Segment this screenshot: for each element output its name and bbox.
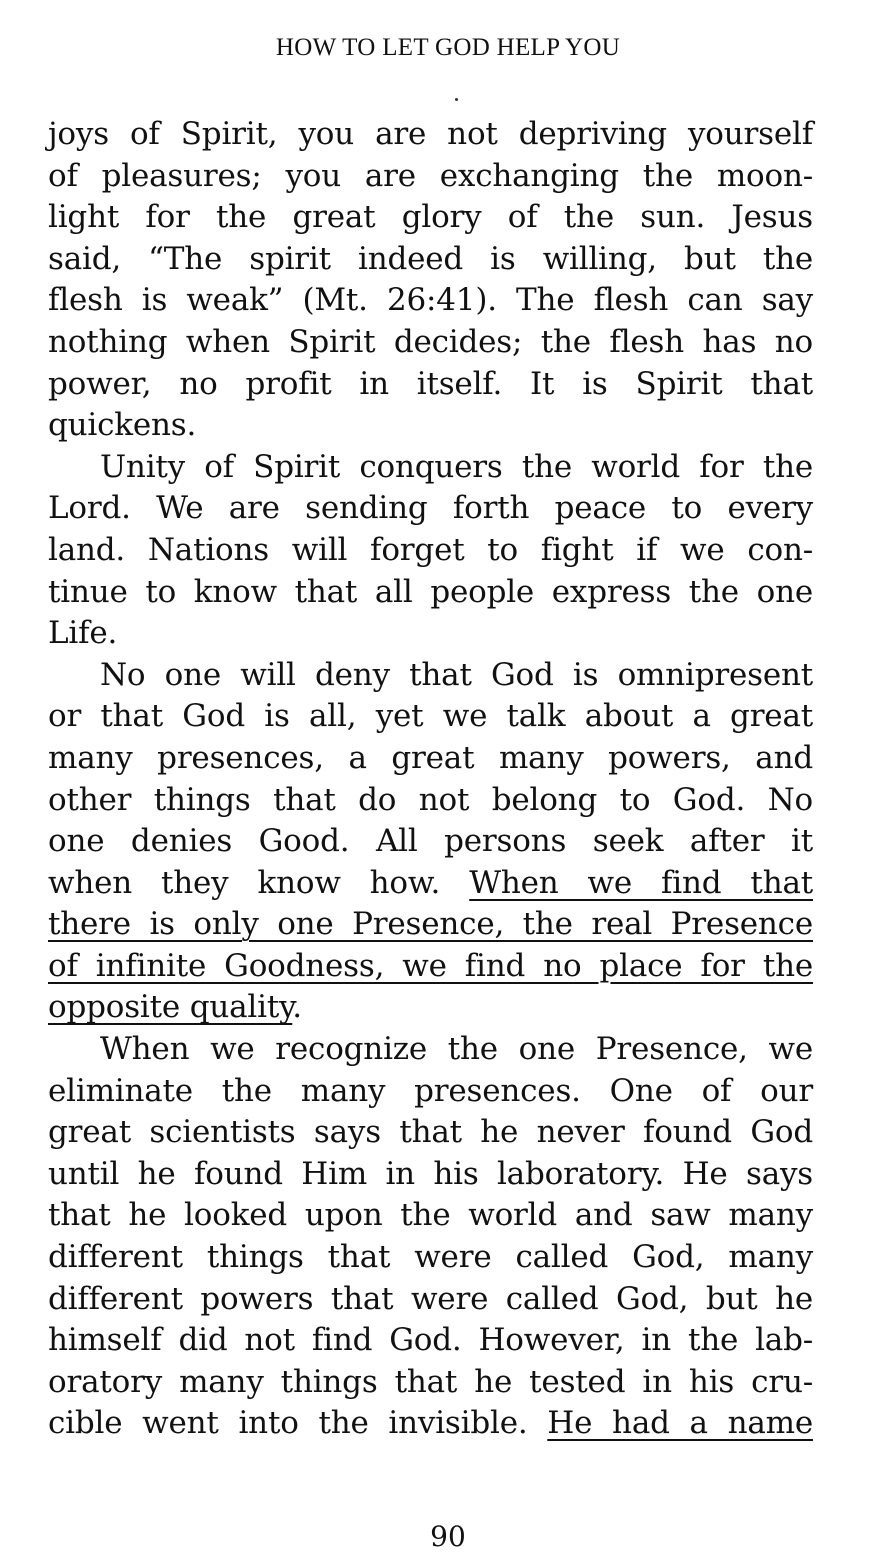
text-line (48, 1403, 813, 1445)
text-line: oratory many things that he tested in his cru- (48, 1363, 813, 1400)
text-line: light for the great glory of the sun. Jesus (48, 199, 813, 236)
running-head: HOW TO LET GOD HELP YOU (275, 34, 621, 61)
underlined-text: When we find that (469, 864, 813, 901)
text-line: quickens. (48, 407, 197, 444)
text-line: nothing when Spirit decides; the flesh has no (48, 323, 813, 360)
text-line (48, 904, 813, 946)
text-line: tinue to know that all people express the one (48, 573, 813, 610)
underlined-text: of infinite Goodness, we find no place for the (48, 947, 813, 984)
scan-speck (455, 98, 458, 101)
body-text (48, 114, 813, 1445)
underlined-text: He had a name (547, 1405, 813, 1442)
text-line: different powers that were called God, but he (48, 1280, 813, 1317)
text-line: one denies Good. All persons seek after it (48, 823, 813, 860)
text-line: Lord. We are sending forth peace to every (48, 490, 813, 527)
text-line: or that God is all, yet we talk about a great (48, 698, 813, 735)
text-line: Life. (48, 615, 118, 652)
text-line: Unity of Spirit conquers the world for the (100, 448, 813, 485)
text-line: eliminate the many presences. One of our (48, 1072, 813, 1109)
text-fragment: . (292, 989, 302, 1026)
text-line (48, 946, 813, 988)
text-line (48, 987, 813, 1029)
text-fragment: cible went into the invisible. (48, 1405, 548, 1442)
text-line: flesh is weak” (Mt. 26:41). The flesh can say (48, 282, 813, 319)
text-line: of pleasures; you are exchanging the moon- (48, 157, 813, 194)
text-line: When we recognize the one Presence, we (100, 1031, 813, 1068)
text-line: land. Nations will forget to fight if we con- (48, 531, 813, 568)
text-line: different things that were called God, many (48, 1239, 813, 1276)
text-line: many presences, a great many powers, and (48, 739, 813, 776)
text-line: No one will deny that God is omnipresent (100, 656, 813, 693)
text-line: himself did not find God. However, in the lab- (48, 1322, 813, 1359)
underlined-text: there is only one Presence, the real Presence (48, 906, 813, 943)
text-line: great scientists says that he never found God (48, 1114, 813, 1151)
underlined-text: opposite quality (48, 989, 293, 1026)
text-line: power, no profit in itself. It is Spirit that (48, 365, 813, 402)
text-line: until he found Him in his laboratory. He says (48, 1155, 813, 1192)
text-line: that he looked upon the world and saw many (48, 1197, 813, 1234)
text-line: said, “The spirit indeed is willing, but the (48, 240, 813, 277)
text-fragment: when they know how. (48, 864, 470, 901)
text-line: joys of Spirit, you are not depriving yourself (48, 116, 813, 152)
text-line: other things that do not belong to God. No (48, 781, 813, 818)
page-number: 90 (430, 1520, 466, 1553)
text-line (48, 863, 813, 905)
